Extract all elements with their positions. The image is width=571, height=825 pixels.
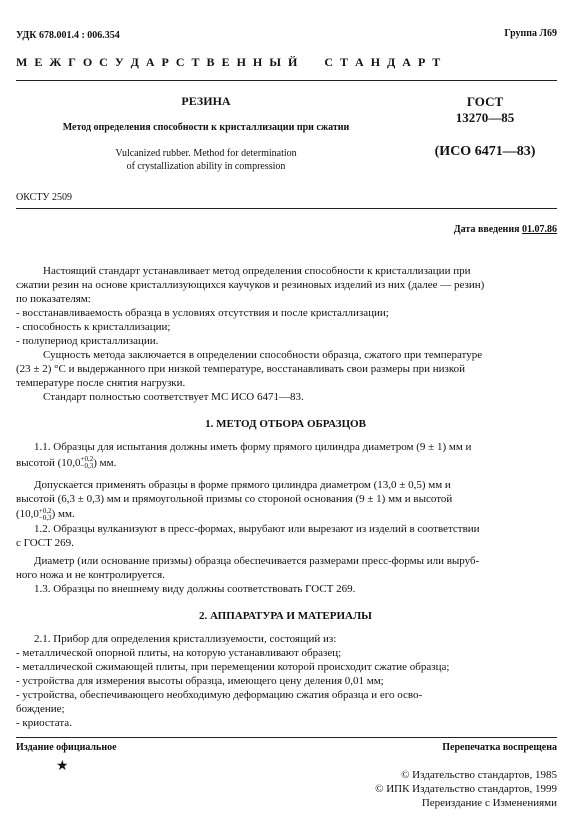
text-line: с ГОСТ 269. [16, 536, 74, 549]
text-line: Настоящий стандарт устанавливает метод определения способности к кристаллизации при [43, 265, 471, 277]
subtitle-en-2: of crystallization ability in compression [126, 161, 286, 172]
text-line: (23 ± 2) °С и выдержанного при низкой температуре, восстанавливать свои размеры при низкой [16, 363, 466, 375]
footer-divider [16, 737, 557, 738]
list-item: - устройства для измерения высоты образца, имеющего цену деления 0,01 мм; [16, 675, 384, 687]
subtitle-ru: Метод определения способности к кристаллизации при сжатии [62, 122, 350, 133]
udk-code: УДК 678.001.4 : 006.354 [16, 30, 120, 41]
gost-label: ГОСТ [466, 94, 504, 109]
list-item: - металлической сжимающей плиты, при перемещении которой происходит сжатие образца; [16, 661, 450, 673]
copyright-1985: © Издательство стандартов, 1985 [401, 769, 557, 781]
top-divider [16, 80, 557, 81]
group-code: Группа Л69 [504, 28, 557, 39]
text-line: ного ножа и не контролируется. [16, 568, 165, 581]
tolerance-upper: +0,2 [38, 506, 52, 515]
tolerance-fraction [81, 456, 94, 470]
iso-number: (ИСО 6471—83) [434, 144, 536, 159]
gost-number: 13270—85 [455, 110, 515, 125]
list-item: - устройства, обеспечивающего необходимую деформацию сжатия образца и его осво- [16, 689, 423, 701]
tolerance-lower: −0,3 [80, 462, 94, 471]
section-1-body [16, 440, 556, 596]
section-1-heading: 1. МЕТОД ОТБОРА ОБРАЗЦОВ [205, 418, 366, 430]
okstu-code: ОКСТУ 2509 [16, 192, 73, 203]
text-fragment: высотой (10,0 [16, 457, 81, 469]
section-2-heading: 2. АППАРАТУРА И МАТЕРИАЛЫ [199, 610, 372, 622]
list-item: - восстанавливаемость образца в условиях отсутствия и после кристаллизации; [16, 307, 389, 319]
text-line: 1.1. Образцы для испытания должны иметь форму прямого цилиндра диаметром (9 ± 1) мм и [34, 441, 472, 453]
text-line: 1.2. Образцы вулканизуют в пресс-формах, вырубают или вырезают из изделий в соответствии [34, 522, 480, 535]
text-line-tolerance [16, 507, 556, 521]
text-line: 1.3. Образцы по внешнему виду должны соответствовать ГОСТ 269. [34, 582, 356, 595]
text-line: по показателям: [16, 293, 91, 305]
list-item: - металлической опорной плиты, на которую устанавливают образец; [16, 647, 342, 659]
tolerance-lower: −0,3 [38, 513, 52, 522]
intro-date-value: 01.07.86 [522, 224, 557, 235]
document-title: РЕЗИНА [181, 94, 231, 108]
text-fragment: (10,0 [16, 508, 39, 521]
text-fragment: ) мм. [51, 508, 75, 521]
text-line: 2.1. Прибор для определения кристаллизуемости, состоящий из: [34, 633, 337, 645]
text-line: температуре после снятия нагрузки. [16, 377, 186, 389]
list-item: - способность к кристаллизации; [16, 321, 171, 333]
title-divider [16, 208, 557, 209]
reprint-prohibited-label: Перепечатка воспрещена [442, 742, 557, 753]
list-item-continuation: бождение; [16, 703, 65, 715]
text-line: Сущность метода заключается в определении способности образца, сжатого при температуре [43, 349, 483, 361]
star-icon: ★ [56, 759, 69, 774]
intro-date-label: Дата введения [453, 224, 520, 235]
text-line: Диаметр (или основание призмы) образца обеспечивается размерами пресс-формы или выруб- [34, 554, 480, 567]
section-2-body [16, 632, 556, 730]
text-line: высотой (6,3 ± 0,3) мм и прямоугольной призмы со стороной основания (9 ± 1) мм и высотой [16, 493, 453, 506]
standard-banner: М Е Ж Г О С У Д А Р С Т В Е Н Н Ы Й С Т А Н Д А Р Т [16, 55, 443, 69]
text-line: сжатии резин на основе кристаллизующихся каучуков и резиновых изделий из них (далее — резин) [16, 279, 485, 291]
text-line: Стандарт полностью соответствует МС ИСО 6471—83. [43, 391, 304, 403]
tolerance-fraction [39, 508, 52, 522]
text-line: Допускается применять образцы в форме прямого цилиндра диаметром (13,0 ± 0,5) мм и [34, 479, 451, 492]
tolerance-upper: +0,2 [80, 455, 94, 464]
text-fragment: ) мм. [93, 457, 117, 469]
text-line-tolerance [16, 456, 556, 470]
intro-paragraph [16, 264, 556, 404]
official-edition-label: Издание официальное [16, 742, 117, 753]
subtitle-en-1: Vulcanized rubber. Method for determination [115, 148, 297, 159]
list-item: - полупериод кристаллизации. [16, 335, 159, 347]
list-item: - криостата. [16, 717, 72, 729]
copyright-1999: © ИПК Издательство стандартов, 1999 [375, 783, 557, 795]
intro-date [454, 224, 557, 235]
reissue-note: Переиздание с Изменениями [421, 797, 557, 809]
